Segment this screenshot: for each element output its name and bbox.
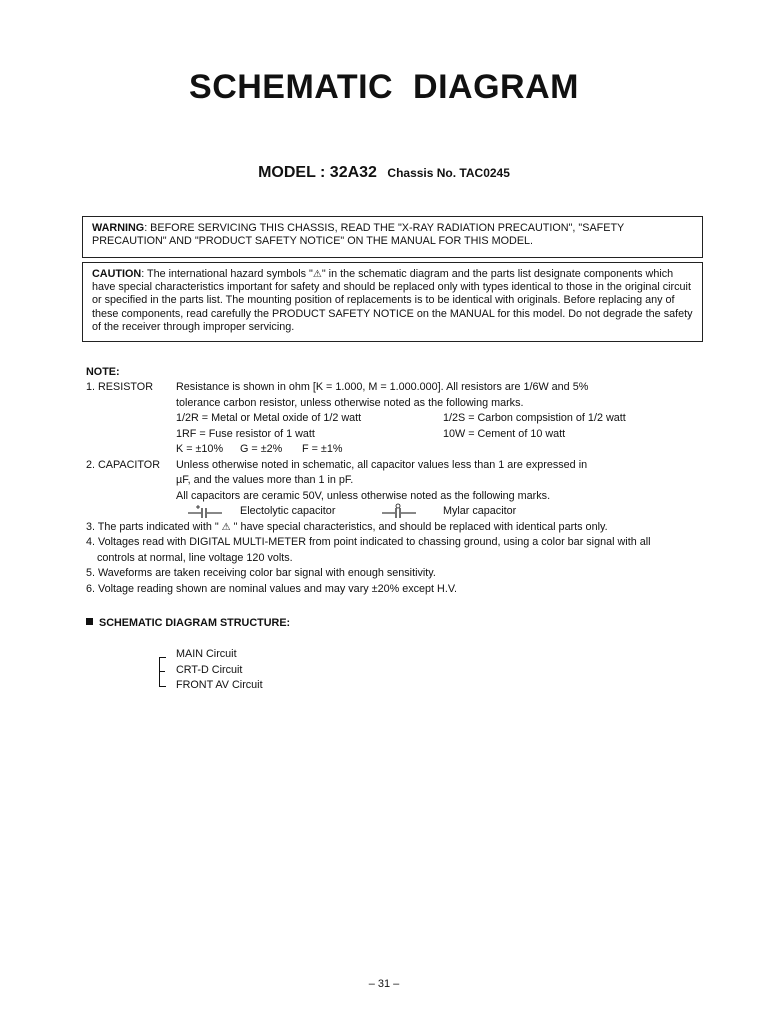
- electrolytic-label: Electolytic capacitor: [240, 505, 336, 517]
- warning-text: : BEFORE SERVICING THIS CHASSIS, READ THE "X-RAY RADIATION PRECAUTION", "SAFETY PRECAUTION" AND "PRODUCT SAFETY NOTICE" ON THE MANUAL FOR THIS MODEL.: [92, 222, 625, 248]
- tolerance-g: G = ±2%: [240, 443, 283, 455]
- resistor-label: 1. RESISTOR: [86, 381, 154, 393]
- note-3: [86, 521, 608, 534]
- page-title: SCHEMATIC DIAGRAM: [189, 68, 579, 106]
- capacitor-line-2: µF, and the values more than 1 in pF.: [176, 474, 354, 486]
- page-number: – 31 –: [368, 978, 400, 990]
- resistor-mark-1rf: 1RF = Fuse resistor of 1 watt: [176, 428, 315, 440]
- mylar-label: Mylar capacitor: [443, 505, 517, 517]
- resistor-line-2: tolerance carbon resistor, unless otherwise noted as the following marks.: [176, 397, 524, 409]
- model-line: [0, 164, 768, 182]
- warning-label: WARNING: [92, 222, 145, 234]
- caution-text-before: : The international hazard symbols ": [141, 268, 313, 280]
- warning-box: [82, 216, 703, 258]
- note-3-before: 3. The parts indicated with ": [86, 521, 219, 533]
- hazard-icon: ⚠: [221, 522, 231, 533]
- note-5: 5. Waveforms are taken receiving color bar signal with enough sensitivity.: [86, 567, 436, 579]
- caution-label: CAUTION: [92, 268, 142, 280]
- note-heading: NOTE:: [86, 366, 120, 378]
- caution-text-after: " in the schematic diagram and the parts list designate components which have special characteristics important for safety and should be replaced only with types identical to those in the original circuit or specified in the parts list. The mounting position of replacements is to be identical with originals. Before replacing any of these components, read carefully the PRODUCT SAFETY NOTICE on the MANUAL for this model. Do not degrade the safety of the receiver through improper servicing.: [92, 268, 693, 333]
- resistor-line-1: Resistance is shown in ohm [K = 1.000, M = 1.000.000]. All resistors are 1/6W and 5%: [176, 381, 589, 393]
- structure-bracket: [159, 657, 166, 687]
- caution-box: [82, 262, 703, 342]
- resistor-mark-10w: 10W = Cement of 10 watt: [443, 428, 566, 440]
- tolerance-f: F = ±1%: [302, 443, 343, 455]
- note-4-line-2: controls at normal, line voltage 120 volts.: [97, 552, 293, 564]
- note-6: 6. Voltage reading shown are nominal values and may vary ±20% except H.V.: [86, 583, 458, 595]
- mylar-capacitor-icon: [380, 503, 420, 519]
- capacitor-line-1: Unless otherwise noted in schematic, all capacitor values less than 1 are expressed in: [176, 459, 588, 471]
- note-3-after: " have special characteristics, and should be replaced with identical parts only.: [233, 521, 608, 533]
- tolerance-k: K = ±10%: [176, 443, 224, 455]
- square-bullet-icon: [86, 618, 93, 625]
- structure-heading-text: SCHEMATIC DIAGRAM STRUCTURE:: [99, 617, 291, 629]
- electrolytic-capacitor-icon: [186, 503, 226, 519]
- structure-item: CRT-D Circuit: [176, 664, 243, 676]
- model-label: MODEL : 32A32: [258, 164, 377, 181]
- structure-item: MAIN Circuit: [176, 648, 237, 660]
- capacitor-line-3: All capacitors are ceramic 50V, unless otherwise noted as the following marks.: [176, 490, 551, 502]
- resistor-mark-1-2r: 1/2R = Metal or Metal oxide of 1/2 watt: [176, 412, 362, 424]
- structure-item: FRONT AV Circuit: [176, 679, 263, 691]
- capacitor-label: 2. CAPACITOR: [86, 459, 160, 471]
- note-4-line-1: 4. Voltages read with DIGITAL MULTI-METER from point indicated to chassing ground, using a color bar signal with all: [86, 536, 651, 548]
- chassis-label: Chassis No. TAC0245: [387, 166, 510, 180]
- hazard-icon: ⚠: [312, 269, 322, 280]
- resistor-mark-1-2s: 1/2S = Carbon compsistion of 1/2 watt: [443, 412, 626, 424]
- structure-bracket-mid: [159, 671, 165, 672]
- structure-heading: [86, 617, 290, 630]
